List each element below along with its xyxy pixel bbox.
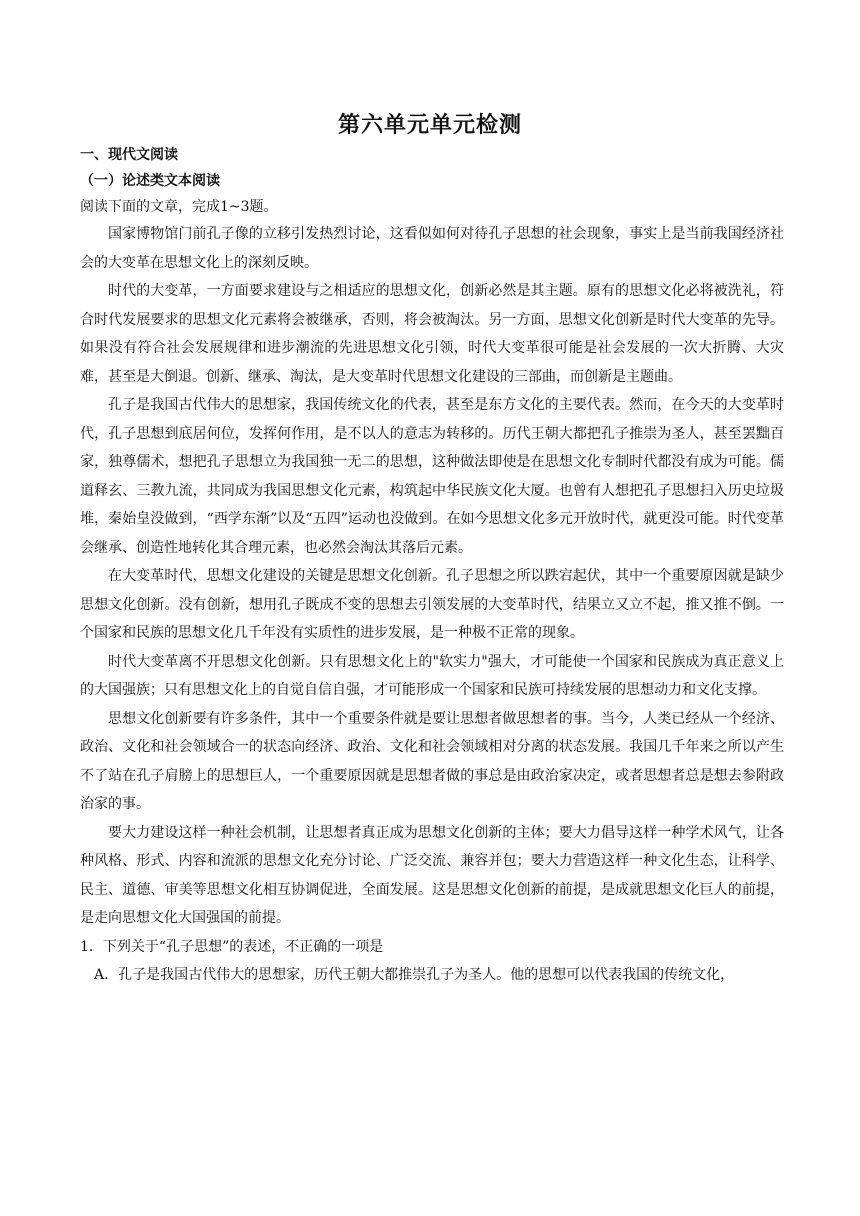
article-paragraph-3: 孔子是我国古代伟大的思想家，我国传统文化的代表，甚至是东方文化的主要代表。然而，在今天的大变革时代，孔子思想到底居何位，发挥何作用，是不以人的意志为转移的。历代王朝大都把孔子推崇为圣人，甚至罢黜百家，独尊儒术，想把孔子思想立为我国独一无二的思想，这种做法即使是在思想文化专制时代都没有成为可能。儒道释玄、三教九流，共同成为我国思想文化元素，构筑起中华民族文化大厦。也曾有人想把孔子思想扫入历史垃圾堆，秦始皇没做到，“西学东渐”以及“五四”运动也没做到。在如今思想文化多元开放时代，就更没可能。时代变革会继承、创造性地转化其合理元素，也必然会淘汰其落后元素。 bbox=[80, 397, 784, 556]
article-paragraph-7: 要大力建设这样一种社会机制，让思想者真正成为思想文化创新的主体；要大力倡导这样一种学术风气，让各种风格、形式、内容和流派的思想文化充分讨论、广泛交流、兼容并包；要大力营造这样一种文化生态，让科学、民主、道德、审美等思想文化相互协调促进，全面发展。这是思想文化创新的前提，是成就思想文化巨人的前提，是走向思想文化大国强国的前提。 bbox=[80, 824, 784, 926]
subsection-heading: （一）论述类文本阅读 bbox=[80, 173, 220, 189]
article-paragraph-6: 思想文化创新要有许多条件，其中一个重要条件就是要让思想者做思想者的事。当今，人类已经从一个经济、政治、文化和社会领域合一的状态向经济、政治、文化和社会领域相对分离的状态发展。我国几千年来之所以产生不了站在孔子肩膀上的思想巨人，一个重要原因就是思想者做的事总是由政治家决定，或者思想者总是想去参附政治家的事。 bbox=[80, 710, 784, 812]
document-content bbox=[80, 142, 784, 989]
reading-instruction: 阅读下面的文章，完成1~3题。 bbox=[80, 199, 278, 215]
article-paragraph-5: 时代大变革离不开思想文化创新。只有思想文化上的"软实力"强大，才可能使一个国家和民族成为真正意义上的大国强族；只有思想文化上的自觉自信自强，才可能形成一个国家和民族可持续发展的思想动力和文化支撑。 bbox=[80, 653, 784, 698]
question-1-option-a: A．孔子是我国古代伟大的思想家，历代王朝大都推崇孔子为圣人。他的思想可以代表我国的传统文化， bbox=[94, 966, 735, 983]
document-title: 第六单元单元检测 bbox=[337, 113, 522, 138]
article-paragraph-4: 在大变革时代，思想文化建设的关键是思想文化创新。孔子思想之所以跌宕起伏，其中一个重要原因就是缺少思想文化创新。没有创新，想用孔子既成不变的思想去引领发展的大变革时代，结果立又立不起，推又推不倒。一个国家和民族的思想文化几千年没有实质性的进步发展，是一种极不正常的现象。 bbox=[80, 568, 784, 641]
question-1-stem: 1．下列关于“孔子思想”的表述，不正确的一项是 bbox=[80, 938, 384, 955]
article-paragraph-2: 时代的大变革，一方面要求建设与之相适应的思想文化，创新必然是其主题。原有的思想文化必将被洗礼，符合时代发展要求的思想文化元素将会被继承，否则，将会被淘汰。另一方面，思想文化创新是时代大变革的先导。如果没有符合社会发展规律和进步潮流的先进思想文化引领，时代大变革很可能是社会发展的一次大折腾、大灾难，甚至是大倒退。创新、继承、淘汰，是大变革时代思想文化建设的三部曲，而创新是主题曲。 bbox=[80, 283, 784, 385]
article-paragraph-1: 国家博物馆门前孔子像的立移引发热烈讨论，这看似如何对待孔子思想的社会现象，事实上是当前我国经济社会的大变革在思想文化上的深刻反映。 bbox=[80, 226, 784, 271]
section-heading: 一、现代文阅读 bbox=[80, 147, 178, 163]
